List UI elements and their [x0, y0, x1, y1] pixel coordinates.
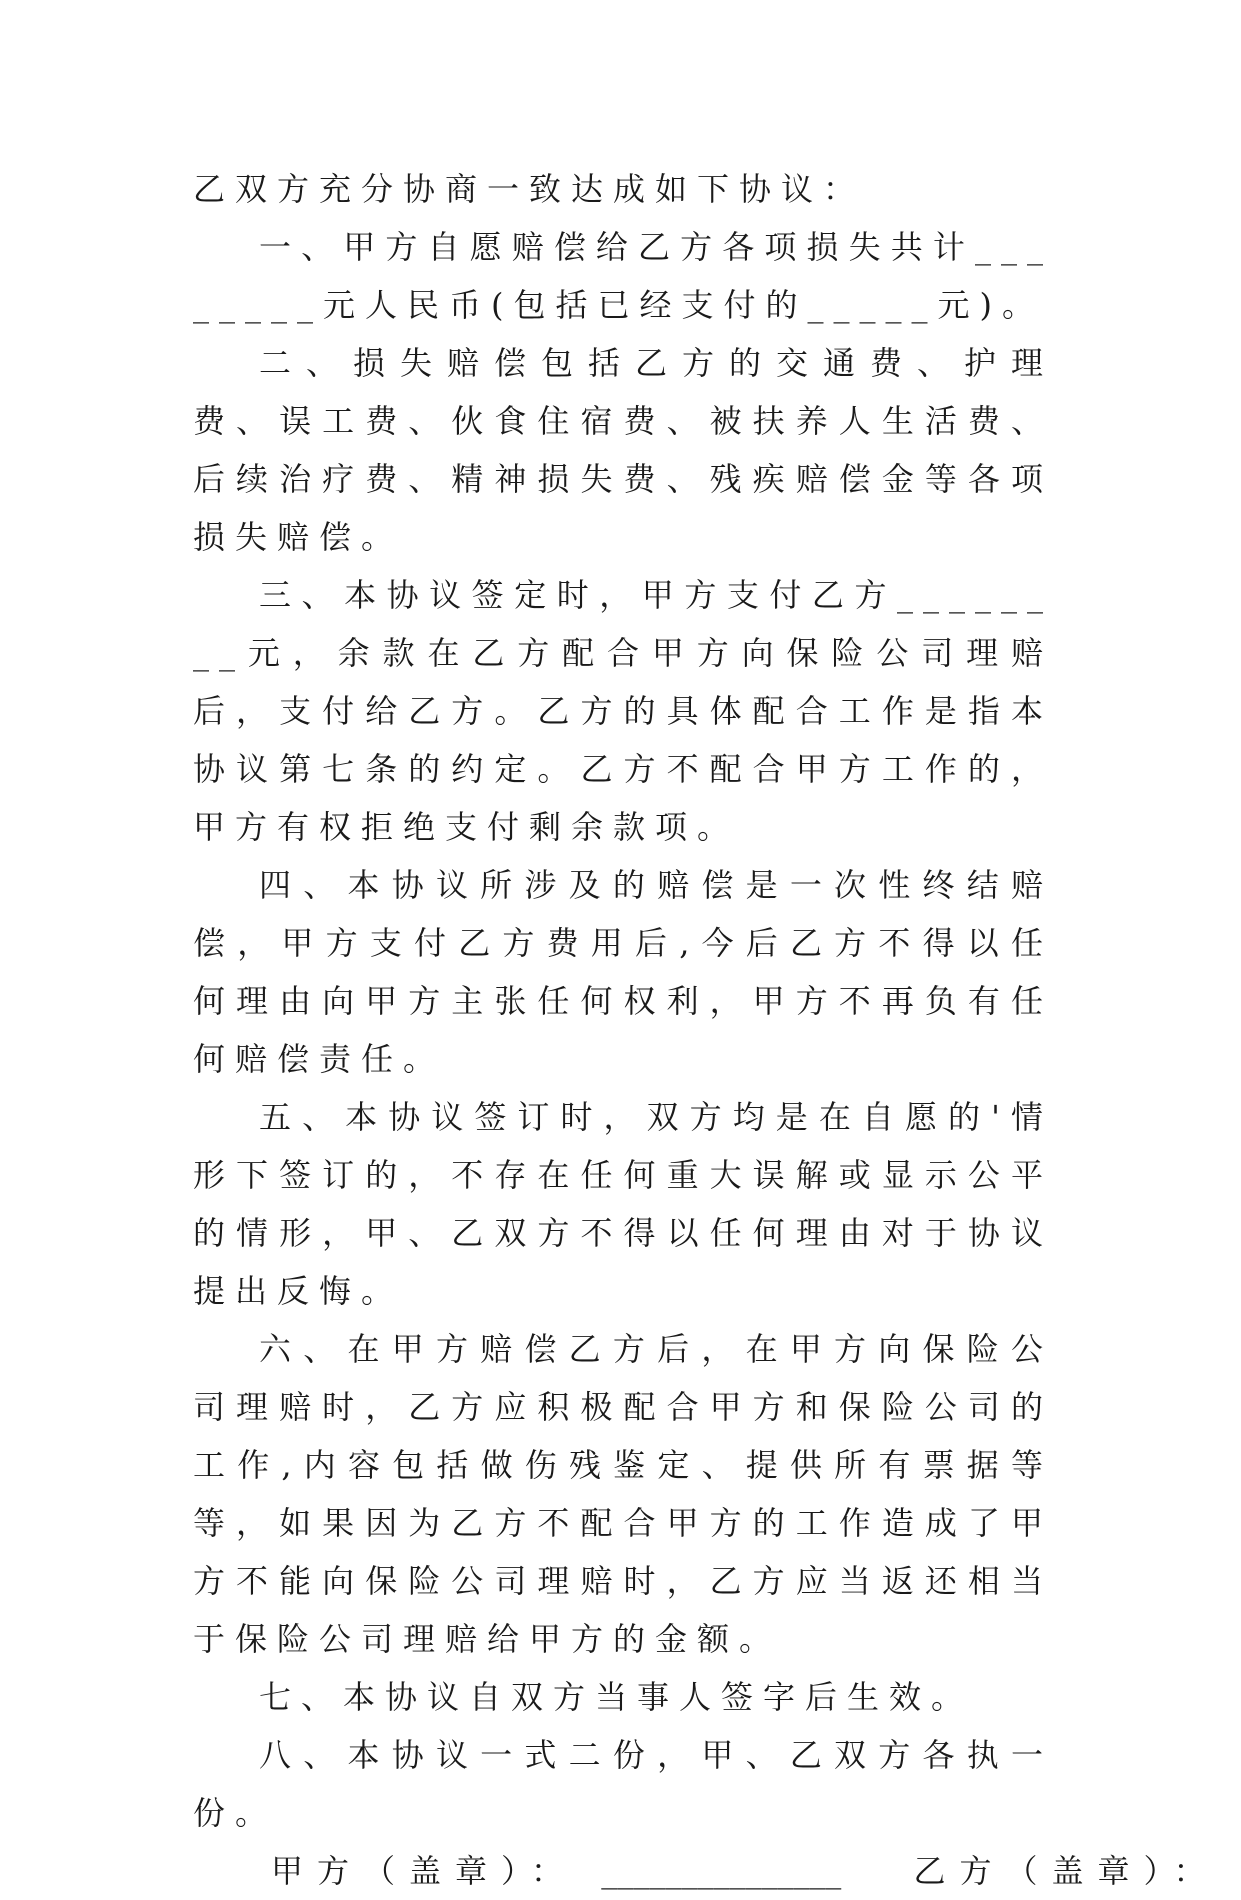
- clause-6-paragraph: 六、在甲方赔偿乙方后，在甲方向保险公司理赔时，乙方应积极配合甲方和保险公司的工作,内容包括做伤残鉴定、提供所有票据等等，如果因为乙方不配合甲方的工作造成了甲方不能向保险公司理赔时，乙方应当返还相当于保险公司理赔给甲方的金额。: [193, 1330, 1053, 1658]
- party-b-seal-label: 乙方（盖章）：: [913, 1852, 1220, 1890]
- clause-5-paragraph: 五、本协议签订时，双方均是在自愿的'情形下签订的，不存在任何重大误解或显示公平的情形，甲、乙双方不得以任何理由对于协议提出反悔。: [193, 1098, 1053, 1310]
- clause-8-paragraph: 八、本协议一式二份，甲、乙双方各执一份。: [193, 1736, 1053, 1832]
- clause-4-paragraph: 四、本协议所涉及的赔偿是一次性终结赔偿，甲方支付乙方费用后,今后乙方不得以任何理由向甲方主张任何权利，甲方不再负有任何赔偿责任。: [193, 866, 1053, 1078]
- party-a-seal-label: 甲方（盖章）：: [271, 1852, 578, 1890]
- clause-7-paragraph: 七、本协议自双方当事人签字后生效。: [259, 1678, 974, 1716]
- clause-3-paragraph: 三、本协议签定时，甲方支付乙方________元，余款在乙方配合甲方向保险公司理赔后，支付给乙方。乙方的具体配合工作是指本协议第七条的约定。乙方不配合甲方工作的，甲方有权拒绝支付剩余款项。: [193, 576, 1053, 846]
- intro-paragraph: 乙双方充分协商一致达成如下协议：: [193, 170, 866, 208]
- clause-2-paragraph: 二、损失赔偿包括乙方的交通费、护理费、误工费、伙食住宿费、被扶养人生活费、后续治疗费、精神损失费、残疾赔偿金等各项损失赔偿。: [193, 344, 1053, 556]
- party-a-seal-blank: _______________: [601, 1852, 842, 1890]
- signature-row: [193, 1842, 1220, 1900]
- agreement-body: [193, 160, 1220, 1900]
- clause-1-paragraph: 一、甲方自愿赔偿给乙方各项损失共计________元人民币(包括已经支付的_____元)。: [193, 228, 1053, 324]
